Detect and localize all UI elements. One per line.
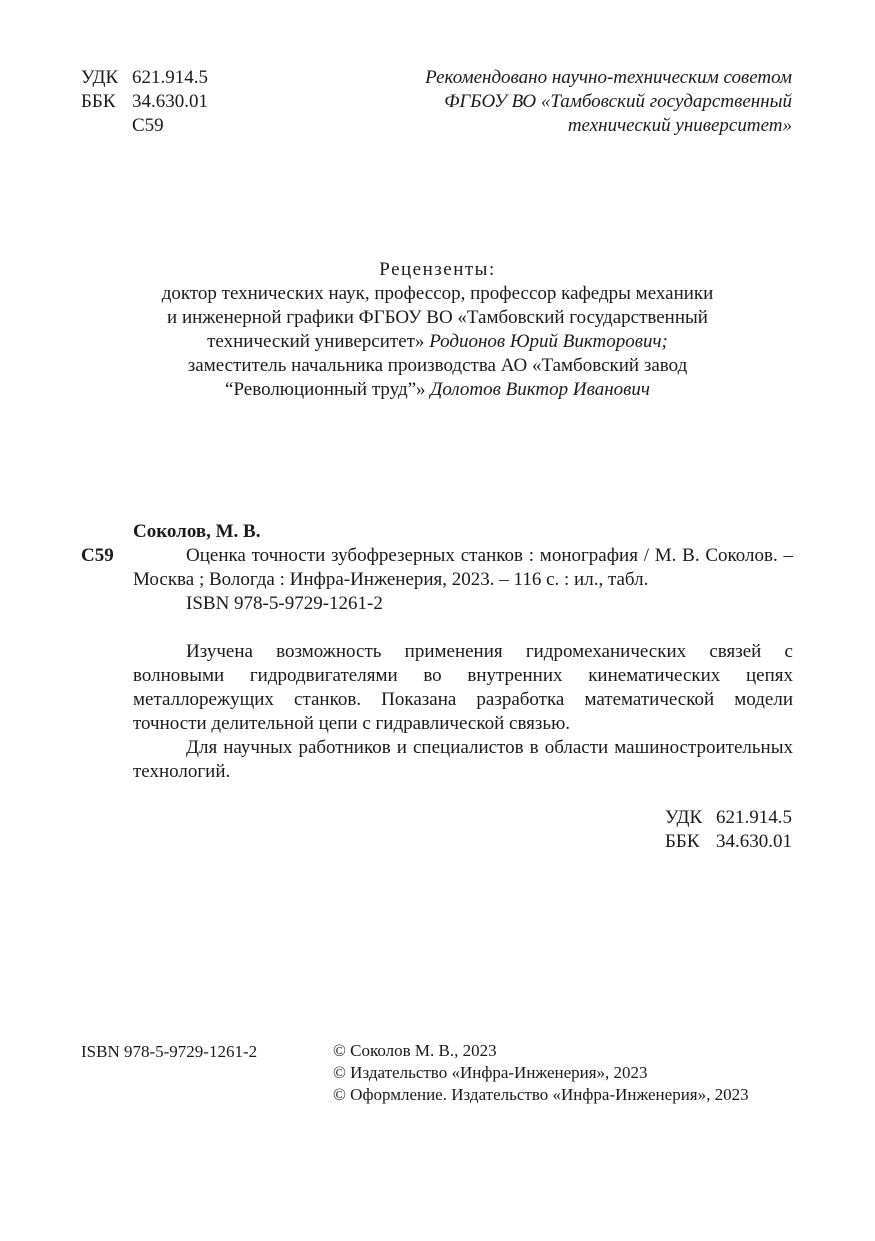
bbk-label: ББК — [665, 831, 700, 852]
reviewers-heading: Рецензенты: — [379, 259, 496, 280]
copyright-block — [333, 1040, 749, 1106]
author-code-row — [81, 114, 208, 138]
author-heading: Соколов, М. В. — [133, 521, 261, 542]
author-code: С59 — [132, 115, 164, 136]
udk-label: УДК — [81, 67, 119, 88]
bibliographic-description — [133, 544, 793, 616]
bbk-value: 34.630.01 — [132, 91, 208, 112]
copyright-line: © Соколов М. В., 2023 — [333, 1041, 497, 1060]
udk-row — [81, 66, 208, 90]
footer-isbn: ISBN 978-5-9729-1261-2 — [81, 1042, 258, 1061]
recommendation-line: Рекомендовано научно-техническим советом — [425, 67, 792, 88]
bbk-value: 34.630.01 — [716, 831, 792, 852]
reviewer-name: Родионов Юрий Викторович; — [429, 331, 668, 352]
bbk-row — [81, 90, 208, 114]
classification-codes-bottom — [665, 806, 792, 854]
annotation-paragraph: Изучена возможность применения гидромеханических связей с волновыми гидродвигателями во внутренних кинематических цепях металлорежущих станков. Показана разработка математической модели точности делительной цепи с гидравлической связью. — [133, 641, 793, 734]
reviewer-line — [0, 330, 875, 354]
copyright-line: © Издательство «Инфра-Инженерия», 2023 — [333, 1063, 648, 1082]
reviewers-block — [0, 258, 875, 402]
description-text: Оценка точности зубофрезерных станков : монография / М. В. Соколов. – Москва ; Вологда : Инфра-Инженерия, 2023. – 116 с. : ил., табл. — [133, 545, 793, 590]
udk-row — [665, 806, 792, 830]
udk-value: 621.914.5 — [716, 807, 792, 828]
udk-value: 621.914.5 — [132, 67, 208, 88]
recommendation-line: технический университет» — [567, 115, 792, 136]
copyright-line: © Оформление. Издательство «Инфра-Инженерия», 2023 — [333, 1085, 749, 1104]
recommendation-note — [312, 66, 792, 138]
annotation — [133, 640, 793, 784]
classification-codes-top — [81, 66, 208, 138]
audience-paragraph: Для научных работников и специалистов в области машиностроительных технологий. — [133, 737, 793, 782]
isbn-text: ISBN 978-5-9729-1261-2 — [186, 593, 383, 614]
reviewer-affiliation: “Революционный труд”» — [225, 379, 431, 400]
reviewer-name: Долотов Виктор Иванович — [430, 379, 650, 400]
bbk-label: ББК — [81, 91, 116, 112]
bbk-row — [665, 830, 792, 854]
reviewer-affiliation: технический университет» — [207, 331, 430, 352]
library-cipher: С59 — [81, 545, 114, 566]
reviewer-line: заместитель начальника производства АО «Тамбовский завод — [187, 355, 688, 376]
reviewer-line — [0, 378, 875, 402]
reviewer-line: доктор технических наук, профессор, профессор кафедры механики — [161, 283, 714, 304]
recommendation-line: ФГБОУ ВО «Тамбовский государственный — [444, 91, 792, 112]
udk-label: УДК — [665, 807, 703, 828]
reviewer-line: и инженерной графики ФГБОУ ВО «Тамбовский государственный — [167, 307, 708, 328]
